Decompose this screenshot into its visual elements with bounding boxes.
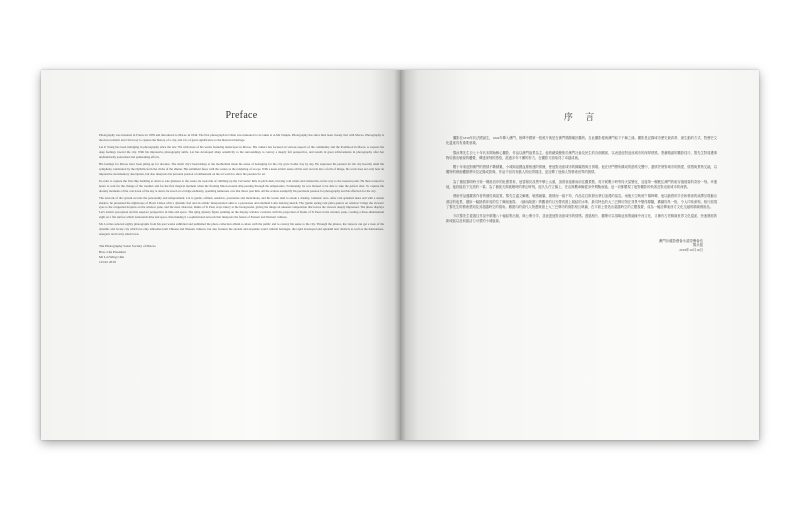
preface-zh-paragraph-5: 藝術作品蘊藏著作者的個性與氣質。黎先生溫文爾雅、敏感細膩、熱情而一絲不苟，作品往往散發出夢幻浪漫的氣息。雨後天空映照夕陽餘暉，他以動感的手法和藝術的演繹呈現葡京酒店的夜景，猶如一幅熱情奔放的拉丁舞蹈速寫。《細雨敲窗》將觀者的目光帶到窗上凝結的水珠，最具特色的大三巴牌坊則在背景中變得朦朧，構圖別具一格，令人印象深刻。相片展現了黎先生的藝術感知及其超越時空的視角。櫥窗內的清代人物畫與窗上大三巴牌坊的倒影相互映襯，在平面上營造出超越時空的立體視覺，成為一幅詮釋東西方文化交融的精緻藝術品。 [446, 194, 717, 209]
signoff-name: Mr Lai Wing Chin [99, 255, 125, 260]
book-spine [394, 70, 406, 440]
signoff-date: 10 Oct 2019 [99, 260, 116, 265]
preface-zh-paragraph-2: 黎汝華先生自七十年代末開始醉心攝影，作品以澳門風景為主。他的鏡頭聚焦於澳門社會及民生的各個層面，以表達他對這座城市的深厚情感。憑藉精湛的攝影技巧，黎先生對周遭事物培養出敏銳的觸覺，傳達深刻的感悟，經過多年不懈的努力，在攝影方面取得了卓越成就。 [446, 150, 717, 160]
signoff-role: Hon. Life President [99, 249, 126, 254]
signoff-zh-date: 2019年10月10日 [679, 248, 703, 253]
right-page [400, 70, 759, 440]
preface-paragraph-3: His feelings for Macao have been piling up for decades. The small city's heartstrings to the motherland made his sense of belonging for the city grow bolder day by day. He expresses his passion for his city heartily amid the symphony constituted by the rhythms from the clicks of the shutter. His sentiment fuses with the scenes as the rendering of an eye. With a keen artistic sense all his own records into a form of image, his work does not only bear an impressive documentary description, but also interprets his personal passion of enthusiasm on the art world to show his passion for art. [99, 162, 384, 176]
preface-paragraph-4: In order to capture the first ship berthing at dawn to sale glamour to the scene, he took risk of climbing up the Cervantes' hills in pitch dark, braving cold winds and rainstorms on the way to the lookout point. He then waited for hours to wait for the change of the weather and for the first magical moment when the floating Macao-bound ship passing through the temperature. Fortunately, he was blessed to be able to take the perfect shot. To capture the dreamy moments of the cast dawn of the sky at dawn, he stood on a bridge endlessly, spending numerous cars that threw past him. All the actions exemplify his persistent passion for photography and his affection for the city. [99, 179, 384, 193]
preface-paragraph-5: The artwork of the system records the personality and temperament. Lai is gentle, refined, sensitive, passionate and meticulous, and his works tend to exude a dreamy, romantic aura. After rain splashed skies and with a sunset shadow, he presented the nightscape of Hotel Lisboa with a dynamic feel and an artistic interpretation akin to a passionate and ebullient Latin dancing sketch. The 'gentle spring rain pitter-patters on window' brings the viewers' eyes to the congealed droplets on the window pane, and the most character, Ruins of St Paul, stays blurry at the background, giving the image an unusual composition that leaves the viewers deeply impressed. The photo displays Lai's artistic perception and his superior perspective in time and space. The Qing dynasty figure painting on the display window contrasts with the projection of Ruins of St Paul on the window pane, creating a three-dimensional sight on a flat surface which transcends time and space, thus making it a sophisticated artwork that interprets the fusion of Eastern and Western cultures. [99, 196, 384, 219]
preface-zh-paragraph-1: 攝影在1839年於法國誕生，1844年傳入澳門，相傳中國第一張照片就是在澳門媽閣廟拍攝的。自此攝影便與澳門結下不解之緣。攝影是記錄城市歷史最真實、最生動的方式，對歷史文化遺產具有重要意義。 [446, 136, 717, 146]
signoff-zh-organization: 澳門沙龍影藝會永遠榮譽會長 [658, 238, 703, 243]
preface-paragraph-2: Lai U Wong has been indulging in photography since the late '70s with most of his works featuring landscapes in Macao. His camera has focused on various aspects of the community and the livelihood in Macao to express his deep feelings toward the city. With his impressive photography skills, Lai has developed sharp sensitivity to the surroundings to convey a deeply felt perspective, and results in great achievements in photography after her undisturbedly patronized and painstaking efforts. [99, 145, 384, 159]
preface-signoff [99, 244, 384, 266]
preface-zh-paragraph-3: 數十年來他對澳門的感情不斷積累，小城與祖國血脈相連的情懷，使他對這座城市的歸屬感與日俱增。他在快門聲所構成的節奏交響中，盡情抒發對城市的熱愛，情感與景物交融，以獨特的藝術觸覺將所見記錄成影像，作品不但具有動人的紀實描述，更詮釋了他個人對藝術世界的熱情。 [446, 165, 717, 175]
preface-zh-signoff [446, 239, 717, 253]
signoff-zh-name: 黎永振 [692, 243, 703, 248]
preface-paragraph-1: Photography was invented in France in 1839 and introduced to Macao in 1844. The first photograph in China was rumoured to be taken at A-Ma Temple. Photography has since then been closely tied with Macao. Photography is the most realistic and vivid way to capture the history of a city, and it is of great significance to the historical heritage. [99, 133, 384, 142]
left-page [41, 70, 400, 440]
preface-zh-paragraph-4: 為了捕捉黎明時分第一艘船泊岸的壯麗景象，他冒險於漆黑中攀上山頭，頂著寒風暴雨前往觀景點，再守候數小時等待天氣變化，迎接第一艘駛往澳門的船穿過晨霧的奇妙一刻。幸運地，他終能拍下完美的一幕。為了捕捉天際破曉時的夢幻時刻，他久久佇立橋上，任由無數車輛從身旁飛馳而過。這一切都體現了他對攝影的執著及對這座城市的深情。 [446, 179, 717, 189]
signoff-organization: The Photography Salon Society of Macao [99, 244, 156, 249]
open-book [41, 70, 759, 440]
preface-title: Preface [225, 110, 258, 121]
preface-zh-paragraph-6: 今次黎先生從過往作品中精選八十幅結集出版，與公眾分享，並表達他對這座城市的情感。透過相片，觀眾可以領略這座既融匯中西文化、又擁有古老精緻世界文化遺產、快速發展的新城區以及和諧活力可愛的小城風貌。 [446, 214, 717, 224]
preface-paragraph-6: Mr. Lai has selected eighty photographs from his past works exhibited and published the photo collection album to share with the public and to convey his sense to the city. Through the photos, the viewers can get a taste of the dynamic and lovely city which not only embodies both Chinese and Western cultures, but also features the ancient and exquisite world cultural heritages, the rapid developed and splendid new districts as well as the harmonious, energetic and lovely small town. [99, 222, 384, 236]
preface-title-zh: 序 言 [563, 112, 600, 122]
